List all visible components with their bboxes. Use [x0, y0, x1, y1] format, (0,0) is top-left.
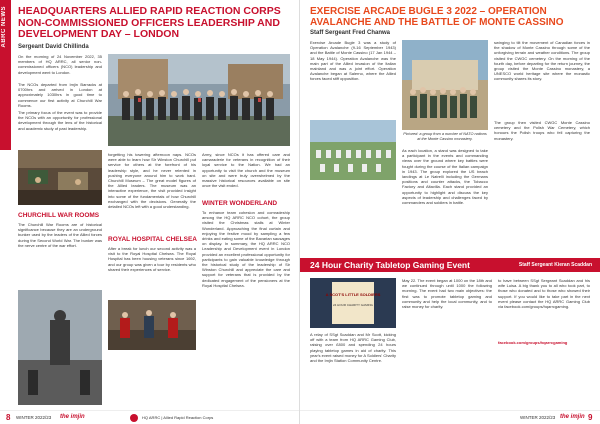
section-tab-label: ABRC NEWS — [1, 6, 7, 48]
photo-churchill-statue — [18, 290, 102, 405]
right-page — [300, 0, 600, 424]
page-number-left: 8 — [6, 413, 11, 422]
crest-icon — [130, 414, 138, 422]
magazine-name-right: the imjin — [560, 414, 585, 420]
poster-title: A SCOT'S LITTLE SOLDIERS — [325, 292, 381, 297]
subhead-war-rooms: CHURCHILL WAR ROOMS — [18, 212, 100, 219]
photo-monastery-group — [402, 40, 488, 130]
col1-para-3: The primary focus of the event was to provide the NCOs with an opportunity for professional development through the lens of the historical and academic study of past leadership. — [18, 110, 102, 131]
col3-sub-text: To enhance team cohesion and comradeship among the HQ ARRC NCO cohort, the group visited the Christmas stalls at Winter Wonderland. Approaching the final curtain and enjoying the festive mood by sampling a few drinks and eating some of the Bavarian sausages on display. In summary, the HQ ARRC NCO Leadership and Development event in London provided an excellent professional opportunity for participants to gain valuable knowledge through the historical study of the leadership of Sir Winston Churchill and appreciate the care and support for veterans that is provided by the dedicated engagement of the pensioners at the Royal Hospital Chelsea. — [202, 210, 290, 288]
col1-para-2: The NCOs departed from Imjin Barracks at 0700hrs and arrived in London at approximately 1030hrs in good time to commence our first activity at Churchill War Rooms. — [18, 82, 102, 108]
photo-poster — [310, 278, 396, 328]
section-tab — [0, 0, 11, 150]
event-title: 24 Hour Charity Tabletop Gaming Event — [310, 260, 470, 270]
right-footer — [300, 410, 600, 424]
sponsor-label: HQ ARRC | Allied Rapid Reaction Corps — [142, 415, 214, 420]
photo-cemetery — [310, 120, 396, 180]
event-col3-text: to have between SSgt Sergeant Scaddan and his wife Luisa. A big thank you to all who took part, to those who donated and to those who showed their support. If you would like to take part in the next event please contact the HQ ARRC Gaming Club via facebook.com/groups/hqarrcgaming. — [498, 278, 590, 310]
right-col1-text: Exercise Arcade Bugle 3 was a study of Operation Avalanche (9-16 September 1943) and the Battle of Monte Cassino (17 Jan 1944 – 18 May 1944). Operation Avalanche was the main part of the Allied invasion of the Italian mainland and was a joint effort. Operation Avalanche began at Salerno, where the Allied forces faced stiff opposition. — [310, 40, 396, 82]
event-link[interactable]: facebook.com/groups/hqarrcgaming — [498, 340, 568, 345]
issue-label-right: WINTER 2022/23 — [520, 415, 556, 420]
right-col3-note: The group then visited CWGC Monte Cassino cemetery and the Polish War Cemetery, which honours the Polish troops who fell capturing the monastery. — [494, 120, 590, 141]
photo-caption: Pictured: a group from a number of NATO nations at the Monte Cassino monastery. — [403, 132, 487, 141]
col1-sub-text: The Churchill War Rooms are of historical significance because they are an underground bunker used by the leaders of the Allied forces during the Second World War. The bunker was the nerve centre of the war effort. — [18, 222, 102, 248]
right-col3-text: swinging to tilt the movement of Canadian forces in the shadow of Monte Cassino through some of the unforgiving terrain and weather conditions. The group visited the CWGC cemetery. On the morning of the fourth day, before departing for the return journey, the group visited the Monte Cassino monastery, a UNESCO world heritage site where the monastic community shares its story. — [494, 40, 590, 82]
page-number-right: 9 — [588, 413, 593, 422]
left-footer — [0, 410, 300, 424]
col2-text: forgetting his towering afternoon naps. NCOs were able to learn how Sir Winston Churchill put service for others at the forefront of his leadership style, and he never relented in pushing everyone around him to work hard. Churchill Museum – The great model figures of the Allied leaders. The museum was an interactive experience, the visit provided insight into some of the fundamentals of how Churchill exchanged with the decisions. Generally the detailed NCOs left with a good understanding. — [108, 152, 196, 210]
photo-group-outside — [108, 54, 290, 146]
article-headline: HEADQUARTERS ALLIED RAPID REACTION CORPS NON-COMMISSIONED OFFICERS LEADERSHIP AND DEVELOPMENT DAY – LONDON — [18, 5, 281, 40]
col1-intro: On the morning of 24 November 2022, 35 members of HQ ARRC, all senior non-commissioned officers (NCO) leadership and development went to London. — [18, 54, 102, 75]
subhead-winter-wonderland: WINTER WONDERLAND — [202, 200, 278, 207]
subhead-royal-hospital: ROYAL HOSPITAL CHELSEA — [108, 236, 197, 243]
event-col1-text: A relay of SSgt Scaddan and Mr Scott, kicking off with a team from HQ ARRC Gaming Club, raising over £800 and spending 24 hours playing tabletop games in aid of charity. This year's event raised money for A Soldiers' Charity and the Imjin Station Community Centre. — [310, 332, 396, 364]
photo-war-rooms — [18, 150, 102, 205]
article-byline: Sergeant David Chillinda — [18, 44, 89, 50]
col2-sub-text: After a break for lunch our second activity was a visit to the Royal Hospital Chelsea. The Royal Hospital has been housing veterans since 1692, and our group was given a tour by residents who shared their experiences of service. — [108, 246, 196, 272]
magazine-name-left: the imjin — [60, 414, 85, 420]
col3-text: Army, since NCOs it has offered care and camaraderie for veterans in recognition of their loyal service to the Nation. We had an opportunity to visit the church and the museum on site and were truly overwhelmed by the massive historical resources available on site once the visit ended. — [202, 152, 290, 189]
article-byline-right: Staff Sergeant Fred Chanwa — [310, 30, 391, 36]
issue-label-left: WINTER 2022/23 — [16, 415, 52, 420]
event-col2-text: May 22. The event began at 1000 on the 18th and we continued through until 1000 the following morning. The event had two main objectives: the first was to promote tabletop gaming and community and help the local community, and to raise money for charity. — [402, 278, 492, 310]
right-col2-text: As each location, a stand was designed to take a participant in the events and commanding views over the ground where key battles were fought during the course of the Italian campaign in 1943. The group explored the US beach landings at Le Natrelli including the Germans positions and counter attacks, the Tobacco Factory and Altavilla. Each stand provided an opportunity to highlight and discuss the key aspects of leadership and challenges faced by commanders and soldiers in battle. — [402, 148, 488, 206]
article-headline-right: EXERCISE ARCADE BUGLE 3 2022 – OPERATION AVALANCHE AND THE BATTLE OF MONTE CASSINO — [310, 6, 564, 28]
photo-royal-hospital — [108, 300, 196, 350]
poster-subtitle: 24 HOUR CHARITY GAMING — [333, 303, 373, 307]
event-byline: Staff Sergeant Kieran Scaddan — [518, 262, 592, 268]
event-banner — [300, 258, 600, 272]
